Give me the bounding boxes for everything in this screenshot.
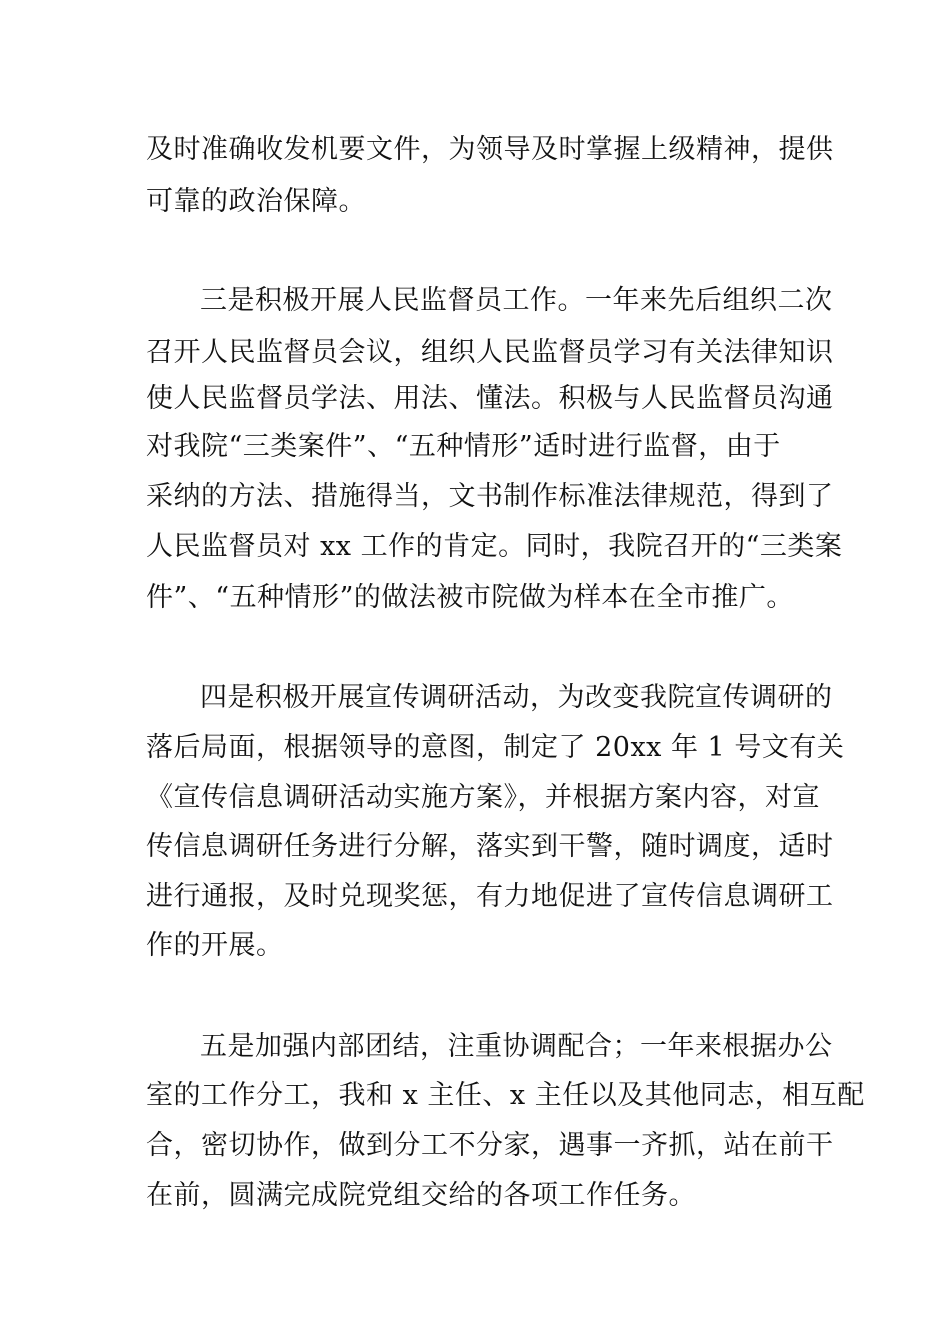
paragraph-line: 人民监督员对 xx 工作的肯定。同时，我院召开的“三类案 <box>146 531 843 562</box>
paragraph-line: 落后局面，根据领导的意图，制定了 20xx 年 1 号文有关 <box>146 732 845 763</box>
paragraph-line: 在前，圆满完成院党组交给的各项工作任务。 <box>146 1180 696 1211</box>
paragraph-line: 三是积极开展人民监督员工作。一年来先后组织二次 <box>200 285 833 316</box>
paragraph-line: 对我院“三类案件”、“五种情形”适时进行监督，由于 <box>146 431 781 462</box>
paragraph-line: 作的开展。 <box>146 930 284 961</box>
paragraph-line: 《宣传信息调研活动实施方案》，并根据方案内容，对宣 <box>146 782 820 813</box>
paragraph-line: 召开人民监督员会议，组织人民监督员学习有关法律知识 <box>146 337 834 368</box>
paragraph-line: 可靠的政治保障。 <box>146 186 366 217</box>
paragraph-line: 合，密切协作，做到分工不分家，遇事一齐抓，站在前干 <box>146 1130 834 1161</box>
paragraph-line: 件”、“五种情形”的做法被市院做为样本在全市推广。 <box>146 582 794 613</box>
paragraph-line: 使人民监督员学法、用法、懂法。积极与人民监督员沟通 <box>146 383 834 414</box>
paragraph-line: 进行通报，及时兑现奖惩，有力地促进了宣传信息调研工 <box>146 881 834 912</box>
paragraph-line: 采纳的方法、措施得当，文书制作标准法律规范，得到了 <box>146 481 834 512</box>
paragraph-line: 室的工作分工，我和 x 主任、x 主任以及其他同志，相互配 <box>146 1080 865 1111</box>
paragraph-line: 四是积极开展宣传调研活动，为改变我院宣传调研的 <box>200 682 833 713</box>
paragraph-line: 五是加强内部团结，注重协调配合；一年来根据办公 <box>200 1031 833 1062</box>
paragraph-line: 及时准确收发机要文件，为领导及时掌握上级精神，提供 <box>146 134 834 165</box>
paragraph-line: 传信息调研任务进行分解，落实到干警，随时调度，适时 <box>146 831 834 862</box>
